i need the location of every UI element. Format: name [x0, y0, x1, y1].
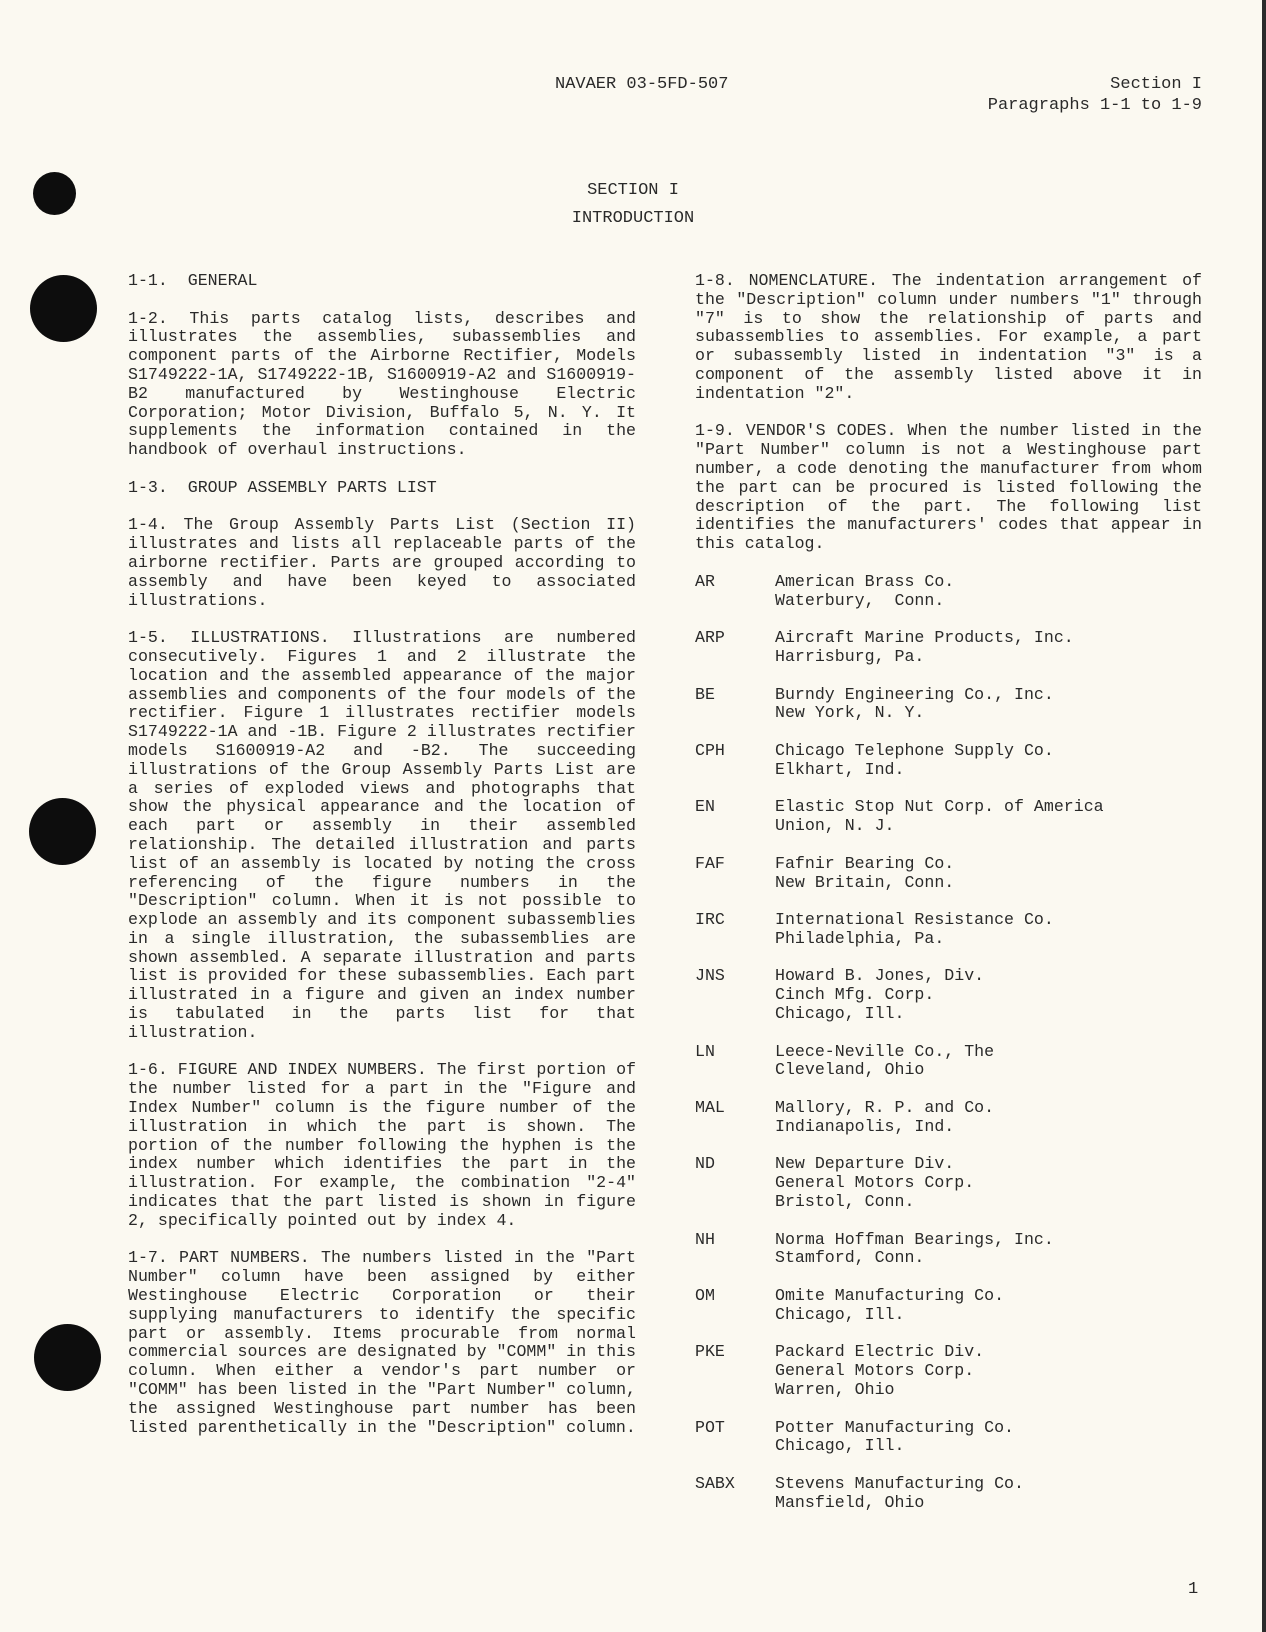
- vendor-line: Indianapolis, Ind.: [775, 1116, 955, 1136]
- vendor-line: International Resistance Co.: [775, 910, 1054, 930]
- paragraph-1-9: 1-9. VENDOR'S CODES. When the number listed in the "Part Number" column is not a Westinghouse part number, a code denoting the manufacturer from whom the part can be procured is listed following the description of the part. The following list identifies the manufacturers' codes that appear in this catalog.: [695, 421, 1202, 554]
- vendor-name-address: [775, 1475, 1024, 1513]
- vendor-line: Union, N. J.: [775, 816, 895, 836]
- vendor-line: New York, N. Y.: [775, 703, 925, 723]
- vendor-name-address: [775, 573, 954, 611]
- vendor-name-address: [775, 742, 1054, 780]
- binder-hole: [34, 1324, 101, 1391]
- vendor-line: Stevens Manufacturing Co.: [775, 1474, 1024, 1493]
- vendor-entry: [695, 1343, 1202, 1399]
- vendor-line: Elkhart, Ind.: [775, 759, 905, 779]
- vendor-code: BE: [695, 684, 715, 704]
- vendor-line: Fafnir Bearing Co.: [775, 853, 955, 873]
- vendor-line: American Brass Co.: [775, 571, 955, 591]
- vendor-line: General Motors Corp.: [775, 1361, 975, 1381]
- document-number: NAVAER 03-5FD-507: [555, 75, 729, 94]
- section-title: SECTION I: [587, 181, 679, 200]
- vendor-code: ND: [695, 1154, 715, 1174]
- vendor-name-address: [775, 686, 1054, 724]
- vendor-entry: [695, 1287, 1202, 1325]
- vendor-line: Chicago Telephone Supply Co.: [775, 740, 1054, 760]
- vendor-code: JNS: [695, 966, 725, 986]
- vendor-line: Warren, Ohio: [775, 1380, 895, 1400]
- vendor-name-address: [775, 967, 984, 1023]
- vendor-line: Philadelphia, Pa.: [775, 928, 945, 948]
- vendor-entry: [695, 855, 1202, 893]
- vendor-line: Bristol, Conn.: [775, 1192, 915, 1212]
- vendor-line: Potter Manufacturing Co.: [775, 1417, 1014, 1437]
- vendor-line: Cinch Mfg. Corp.: [775, 985, 935, 1005]
- vendor-line: Norma Hoffman Bearings, Inc.: [775, 1229, 1054, 1249]
- binder-hole: [29, 798, 96, 865]
- vendor-entry: [695, 629, 1202, 667]
- vendor-line: Waterbury, Conn.: [775, 590, 945, 610]
- vendor-entry: [695, 967, 1202, 1023]
- vendor-code: CPH: [695, 740, 725, 760]
- vendor-entry: [695, 573, 1202, 611]
- vendor-entry: [695, 1043, 1202, 1081]
- vendor-name-address: [775, 629, 1074, 667]
- vendor-line: New Britain, Conn.: [775, 872, 955, 892]
- vendor-code: NH: [695, 1229, 715, 1249]
- vendor-code: OM: [695, 1286, 715, 1306]
- vendor-line: Mallory, R. P. and Co.: [775, 1098, 995, 1118]
- vendor-line: Stamford, Conn.: [775, 1248, 925, 1268]
- vendor-line: Aircraft Marine Products, Inc.: [775, 628, 1074, 648]
- page-edge: [1262, 0, 1266, 1632]
- vendor-line: Howard B. Jones, Div.: [775, 966, 985, 986]
- vendor-name-address: [775, 1231, 1054, 1269]
- paragraph-heading-1-1: 1-1. GENERAL: [128, 271, 258, 290]
- vendor-line: Harrisburg, Pa.: [775, 646, 925, 666]
- vendor-line: Omite Manufacturing Co.: [775, 1286, 1005, 1306]
- vendor-name-address: [775, 855, 954, 893]
- vendor-line: General Motors Corp.: [775, 1173, 975, 1193]
- vendor-code: SABX: [695, 1474, 735, 1493]
- paragraph-1-4: 1-4. The Group Assembly Parts List (Section II) illustrates and lists all replaceable parts of the airborne rectifier. Parts are grouped according to assembly and have been keyed to associated illustrations.: [128, 515, 636, 610]
- vendor-code: PKE: [695, 1342, 725, 1362]
- vendor-line: Elastic Stop Nut Corp. of America: [775, 797, 1104, 817]
- vendor-name-address: [775, 798, 1104, 836]
- vendor-code: ARP: [695, 628, 725, 648]
- section-label: Section I: [1110, 75, 1202, 94]
- vendor-code: LN: [695, 1041, 715, 1061]
- page-number: 1: [1188, 1580, 1199, 1599]
- vendor-name-address: [775, 1043, 994, 1081]
- vendor-line: Packard Electric Div.: [775, 1342, 985, 1362]
- vendor-entry: [695, 911, 1202, 949]
- vendor-name-address: [775, 1419, 1014, 1457]
- vendor-entry: [695, 686, 1202, 724]
- vendor-code: MAL: [695, 1098, 725, 1118]
- vendor-code: FAF: [695, 853, 725, 873]
- paragraph-range: Paragraphs 1-1 to 1-9: [987, 96, 1202, 115]
- vendor-line: Mansfield, Ohio: [775, 1492, 925, 1512]
- vendor-line: Chicago, Ill.: [775, 1304, 905, 1324]
- vendor-line: Cleveland, Ohio: [775, 1060, 925, 1080]
- vendor-code-list: [695, 573, 1202, 1513]
- section-name: INTRODUCTION: [571, 209, 695, 228]
- vendor-name-address: [775, 1099, 994, 1137]
- vendor-code: AR: [695, 571, 715, 591]
- vendor-name-address: [775, 1155, 974, 1211]
- vendor-code: POT: [695, 1417, 725, 1437]
- vendor-entry: [695, 1475, 1202, 1513]
- vendor-entry: [695, 1419, 1202, 1457]
- vendor-line: Burndy Engineering Co., Inc.: [775, 684, 1054, 704]
- paragraph-1-6: 1-6. FIGURE AND INDEX NUMBERS. The first portion of the number listed for a part in the "Figure and Index Number" column is the figure number of the illustration in which the part is shown. The portion of the number following the hyphen is the index number which identifies the part in the illustration. For example, the combination "2-4" indicates that the part listed is shown in figure 2, specifically pointed out by index 4.: [128, 1060, 636, 1230]
- paragraph-1-8: 1-8. NOMENCLATURE. The indentation arrangement of the "Description" column under numbers "1" through "7" is to show the relationship of parts and subassemblies to assemblies. For example, a part or subassembly listed in indentation "3" is a component of the assembly listed above it in indentation "2".: [695, 271, 1202, 403]
- vendor-code: IRC: [695, 910, 725, 930]
- vendor-entry: [695, 1231, 1202, 1269]
- vendor-name-address: [775, 911, 1054, 949]
- vendor-code: EN: [695, 797, 715, 817]
- vendor-entry: [695, 1099, 1202, 1137]
- paragraph-1-7: 1-7. PART NUMBERS. The numbers listed in the "Part Number" column have been assigned by either Westinghouse Electric Corporation or their supplying manufacturers to identify the specific part or assembly. Items procurable from normal commercial sources are designated by "COMM" in this column. When either a vendor's part number or "COMM" has been listed in the "Part Number" column, the assigned Westinghouse part number has been listed parenthetically in the "Description" column.: [128, 1248, 636, 1437]
- vendor-entry: [695, 742, 1202, 780]
- left-column: [128, 272, 636, 1456]
- binder-hole: [30, 275, 97, 342]
- vendor-name-address: [775, 1287, 1004, 1325]
- paragraph-heading-1-3: 1-3. GROUP ASSEMBLY PARTS LIST: [128, 477, 437, 497]
- vendor-line: Leece-Neville Co., The: [775, 1041, 995, 1061]
- vendor-name-address: [775, 1343, 984, 1399]
- vendor-line: Chicago, Ill.: [775, 1436, 905, 1456]
- vendor-line: Chicago, Ill.: [775, 1004, 905, 1024]
- vendor-line: New Departure Div.: [775, 1154, 955, 1174]
- right-column: [695, 272, 1202, 1531]
- paragraph-1-2: 1-2. This parts catalog lists, describes and illustrates the assemblies, subassemblies and component parts of the Airborne Rectifier, Models S1749222-1A, S1749222-1B, S1600919-A2 and S1600919-B2 manufactured by Westinghouse Electric Corporation; Motor Division, Buffalo 5, N. Y. It supplements the information contained in the handbook of overhaul instructions.: [128, 308, 636, 460]
- paragraph-1-5: 1-5. ILLUSTRATIONS. Illustrations are numbered consecutively. Figures 1 and 2 illustrate the location and the assembled appearance of the major assemblies and components of the four models of the rectifier. Figure 1 illustrates rectifier models S1749222-1A and -1B. Figure 2 illustrates rectifier models S1600919-A2 and -B2. The succeeding illustrations of the Group Assembly Parts List are a series of exploded views and photographs that show the physical appearance and the location of each part or assembly in their assembled relationship. The detailed illustration and parts list of an assembly is located by noting the cross referencing of the figure numbers in the "Description" column. When it is not possible to explode an assembly and its component subassemblies in a single illustration, the subassemblies are shown assembled. A separate illustration and parts list is provided for these subassemblies. Each part illustrated in a figure and given an index number is tabulated in the parts list for that illustration.: [128, 628, 636, 1042]
- vendor-entry: [695, 1155, 1202, 1211]
- vendor-entry: [695, 798, 1202, 836]
